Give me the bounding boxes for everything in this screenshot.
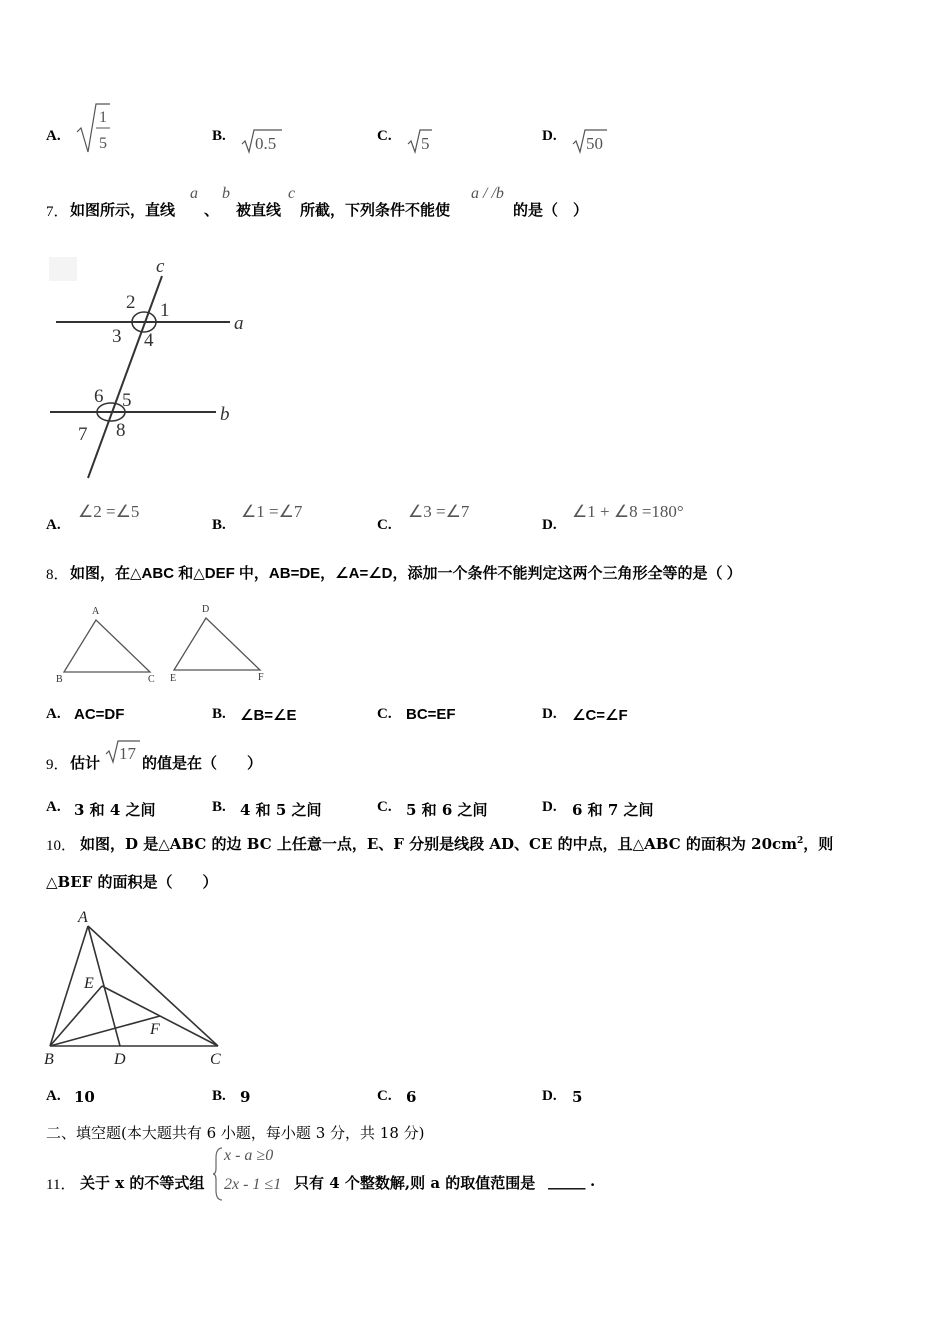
q9-sqrt bbox=[104, 738, 144, 766]
q10-line-2: △BEF 的面积是（ ） bbox=[46, 873, 218, 891]
q11-end: . bbox=[590, 1172, 596, 1190]
q8-triangle-def bbox=[174, 618, 260, 670]
q6-option-c-expr bbox=[406, 126, 436, 154]
q8-option-d-letter: D. bbox=[542, 706, 557, 722]
q11-ineq-1: x - a ≥0 bbox=[224, 1147, 274, 1164]
q8-figure bbox=[50, 600, 280, 690]
section-2-title: 二、填空题(本大题共有 6 小题，每小题 3 分，共 18 分) bbox=[46, 1124, 425, 1142]
q9-option-a-letter: A. bbox=[46, 799, 61, 815]
q7-angle-8: 8 bbox=[116, 420, 126, 441]
q9-option-c-text: 5 和 6 之间 bbox=[406, 801, 488, 819]
q10-label-c: C bbox=[210, 1051, 221, 1068]
q7-option-c-letter: C. bbox=[377, 517, 392, 533]
q7-text-3: 所截，下列条件不能使 bbox=[300, 201, 451, 219]
q6-option-c-letter: C. bbox=[377, 128, 392, 144]
q10-option-d-letter: D. bbox=[542, 1088, 557, 1104]
q10-line-1: 如图，D 是△ABC 的边 BC 上任意一点，E、F 分别是线段 AD、CE 的中点，且△ABC 的面积为 $20cm^2$，则 bbox=[80, 835, 834, 853]
q10-option-a-text: 10 bbox=[74, 1088, 95, 1106]
q7-option-b-letter: B. bbox=[212, 517, 226, 533]
q9-option-d-letter: D. bbox=[542, 799, 557, 815]
q7-number: 7． bbox=[46, 204, 69, 220]
q10-option-b-letter: B. bbox=[212, 1088, 226, 1104]
q8-number: 8． bbox=[46, 567, 69, 583]
q8-triangle-abc bbox=[64, 620, 150, 672]
q7-label-c: c bbox=[156, 256, 165, 277]
q8-label-b: B bbox=[56, 674, 63, 685]
q8-option-b-letter: B. bbox=[212, 706, 226, 722]
q11-text-1: 关于 x 的不等式组 bbox=[80, 1174, 205, 1192]
q7-option-d-text: ∠1 + ∠8 =180° bbox=[572, 502, 684, 521]
q10-sup: 2 bbox=[797, 836, 804, 846]
q10-option-c-letter: C. bbox=[377, 1088, 392, 1104]
q7-text-4: 的是（ ） bbox=[513, 201, 589, 219]
q6-option-d-letter: D. bbox=[542, 128, 557, 144]
q7-label-a: a bbox=[234, 313, 244, 334]
q6-c-rad: 5 bbox=[421, 134, 430, 153]
q9-option-d-text: 6 和 7 之间 bbox=[572, 801, 654, 819]
q7-angle-1: 1 bbox=[160, 300, 170, 321]
q7-label-b: b bbox=[220, 404, 230, 425]
q10-figure bbox=[42, 906, 232, 1074]
q8-label-c: C bbox=[148, 674, 155, 685]
q7-angle-3: 3 bbox=[112, 326, 122, 347]
q8-option-b-text: ∠B=∠E bbox=[240, 707, 297, 724]
q9-option-b-text: 4 和 5 之间 bbox=[240, 801, 322, 819]
q7-text-1: 如图所示，直线 bbox=[70, 201, 176, 219]
q7-sep: 、 bbox=[204, 201, 220, 219]
q9-option-b-letter: B. bbox=[212, 799, 226, 815]
q7-text-2: 被直线 bbox=[236, 201, 282, 219]
q6-a-den: 5 bbox=[99, 135, 107, 152]
q8-label-f: F bbox=[258, 672, 264, 683]
q8-option-a-text: AC=DF bbox=[74, 706, 125, 723]
q7-var-a: a bbox=[190, 185, 198, 202]
q7-option-a-text: ∠2 =∠5 bbox=[78, 502, 140, 521]
q8-option-a-letter: A. bbox=[46, 706, 61, 722]
q8-option-c-text: BC=EF bbox=[406, 706, 456, 723]
q6-d-rad: 50 bbox=[586, 134, 603, 153]
q8-option-d-text: ∠C=∠F bbox=[572, 707, 628, 724]
q10-label-b: B bbox=[44, 1051, 54, 1068]
q10-side-ab bbox=[50, 926, 88, 1046]
q7-option-b-text: ∠1 =∠7 bbox=[241, 502, 303, 521]
q10-label-d: D bbox=[114, 1051, 126, 1068]
q8-label-a: A bbox=[92, 606, 100, 617]
q7-angle-6: 6 bbox=[94, 386, 104, 407]
q8-label-d: D bbox=[202, 604, 210, 615]
q6-option-a-letter: A. bbox=[46, 128, 61, 144]
q9-number: 9． bbox=[46, 757, 69, 773]
q9-option-c-letter: C. bbox=[377, 799, 392, 815]
q6-option-d-expr bbox=[571, 126, 611, 154]
q8-option-c-letter: C. bbox=[377, 706, 392, 722]
q9-text-1: 估计 bbox=[70, 754, 101, 772]
q7-var-c: c bbox=[288, 185, 296, 202]
q7-line-c bbox=[88, 276, 162, 478]
q11-ineq-2: 2x - 1 ≤1 bbox=[224, 1176, 282, 1193]
q11-text-2: 只有 4 个整数解,则 a 的取值范围是 bbox=[294, 1174, 536, 1192]
q11-brace bbox=[212, 1146, 224, 1202]
q10-label-a: A bbox=[78, 909, 88, 926]
q10-label-e: E bbox=[84, 975, 94, 992]
q10-option-d-text: 5 bbox=[572, 1088, 583, 1106]
q9-text-2: 的值是在（ ） bbox=[142, 754, 263, 772]
q11-number: 11． bbox=[46, 1177, 76, 1193]
q11-blank[interactable]: _____ bbox=[548, 1172, 586, 1190]
q10-number: 10． bbox=[46, 838, 77, 854]
q7-option-d-letter: D. bbox=[542, 517, 557, 533]
q8-text: 如图，在△ABC 和△DEF 中，AB=DE，∠A=∠D，添加一个条件不能判定这两个三角形全等的是（ ） bbox=[70, 565, 742, 582]
q6-a-num: 1 bbox=[99, 109, 107, 126]
q7-angle-4: 4 bbox=[144, 330, 154, 351]
q7-angle-7: 7 bbox=[78, 424, 88, 445]
q6-b-rad: 0.5 bbox=[255, 134, 277, 153]
q7-var-b: b bbox=[222, 185, 230, 202]
q10-option-a-letter: A. bbox=[46, 1088, 61, 1104]
q10-segment-be bbox=[50, 986, 102, 1046]
q6-option-b-expr bbox=[240, 126, 284, 154]
q10-label-f: F bbox=[150, 1021, 160, 1038]
q10-option-b-text: 9 bbox=[240, 1088, 251, 1106]
q7-figure-smudge bbox=[49, 257, 77, 281]
q7-figure bbox=[44, 252, 264, 482]
q6-option-b-letter: B. bbox=[212, 128, 226, 144]
q7-angle-5: 5 bbox=[122, 390, 132, 411]
q8-label-e: E bbox=[170, 673, 177, 684]
q6-option-a-expr bbox=[74, 100, 114, 156]
q7-option-a-letter: A. bbox=[46, 517, 61, 533]
q9-option-a-text: 3 和 4 之间 bbox=[74, 801, 156, 819]
q10-option-c-text: 6 bbox=[406, 1088, 417, 1106]
q9-radicand: 17 bbox=[119, 744, 136, 763]
q7-angle-2: 2 bbox=[126, 292, 136, 313]
q7-option-c-text: ∠3 =∠7 bbox=[408, 502, 470, 521]
q7-condition: a / /b bbox=[471, 185, 504, 202]
q10-segment-bf bbox=[50, 1016, 160, 1046]
